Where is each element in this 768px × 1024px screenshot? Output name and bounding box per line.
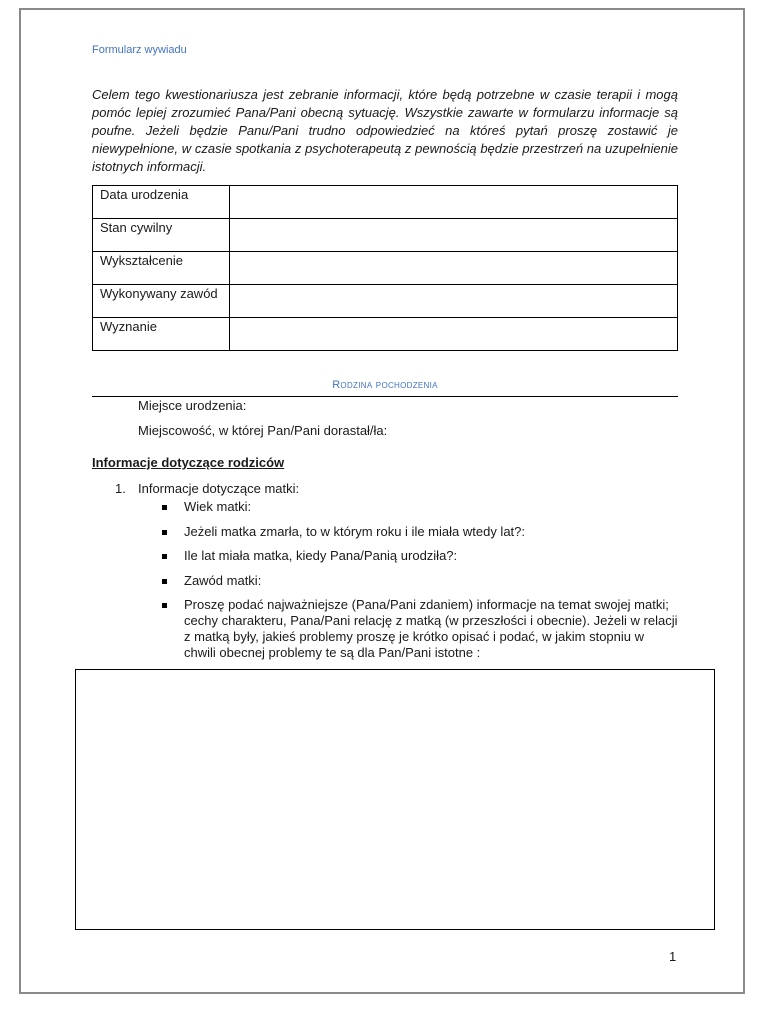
square-bullet-icon bbox=[162, 603, 167, 608]
section-divider bbox=[92, 396, 678, 397]
list-number-1: 1. bbox=[115, 481, 126, 496]
mother-description-question-line-2: cechy charakteru, Pana/Pani relację z matką (w przeszłości i obecnie). Jeżeli w relacji bbox=[184, 613, 678, 628]
intro-paragraph: Celem tego kwestionariusza jest zebranie informacji, które będą potrzebne w czasie terapii i mogą pomóc lepiej zrozumieć Pana/Pani obecną sytuację. Wszystkie zawarte w formularzu informacje są poufne. Jeżeli będzie Panu/Pani trudno odpowiedzieć na któreś pytań proszę zostawić je niewypełnione, w czasie spotkania z psychoterapeutą z pewnością będzie przestrzeń na uzupełnienie istotnych informacji. bbox=[92, 87, 678, 174]
document-page bbox=[19, 8, 745, 994]
mother-info-label: Informacje dotyczące matki: bbox=[138, 481, 300, 496]
mother-occupation-question: Zawód matki: bbox=[184, 573, 262, 588]
row-label-education: Wykształcenie bbox=[93, 252, 230, 285]
personal-info-table bbox=[92, 185, 678, 351]
square-bullet-icon bbox=[162, 579, 167, 584]
mother-description-question-line-3: z matką były, jakieś problemy proszę je krótko opisać i podać, w jakim stopniu w bbox=[184, 629, 645, 644]
row-label-religion: Wyznanie bbox=[93, 318, 230, 351]
table-row bbox=[93, 186, 678, 219]
mother-age-question: Wiek matki: bbox=[184, 499, 252, 514]
mother-death-question: Jeżeli matka zmarła, to w którym roku i ile miała wtedy lat?: bbox=[184, 524, 525, 539]
table-row bbox=[93, 252, 678, 285]
mother-description-question-line-4: chwili obecnej problemy te są dla Pan/Pani istotne : bbox=[184, 645, 481, 660]
birth-date-field[interactable] bbox=[230, 186, 678, 219]
section-heading-family-of-origin: Rodzina pochodzenia bbox=[332, 379, 438, 391]
row-label-marital-status: Stan cywilny bbox=[93, 219, 230, 252]
row-label-birth-date: Data urodzenia bbox=[93, 186, 230, 219]
page-number: 1 bbox=[669, 949, 677, 964]
parents-subheading: Informacje dotyczące rodziców bbox=[92, 455, 285, 470]
birthplace-label: Miejsce urodzenia: bbox=[138, 398, 247, 413]
header-title: Formularz wywiadu bbox=[92, 44, 187, 56]
mother-description-answer-box[interactable] bbox=[75, 669, 715, 930]
hometown-label: Miejscowość, w której Pan/Pani dorastał/ła: bbox=[138, 423, 388, 438]
religion-field[interactable] bbox=[230, 318, 678, 351]
square-bullet-icon bbox=[162, 505, 167, 510]
marital-status-field[interactable] bbox=[230, 219, 678, 252]
education-field[interactable] bbox=[230, 252, 678, 285]
square-bullet-icon bbox=[162, 554, 167, 559]
mother-description-question-line-1: Proszę podać najważniejsze (Pana/Pani zdaniem) informacje na temat swojej matki; bbox=[184, 597, 669, 612]
mother-age-at-birth-question: Ile lat miała matka, kiedy Pana/Panią urodziła?: bbox=[184, 548, 458, 563]
square-bullet-icon bbox=[162, 530, 167, 535]
occupation-field[interactable] bbox=[230, 285, 678, 318]
row-label-occupation: Wykonywany zawód bbox=[93, 285, 230, 318]
table-row bbox=[93, 219, 678, 252]
table-row bbox=[93, 318, 678, 351]
table-row bbox=[93, 285, 678, 318]
